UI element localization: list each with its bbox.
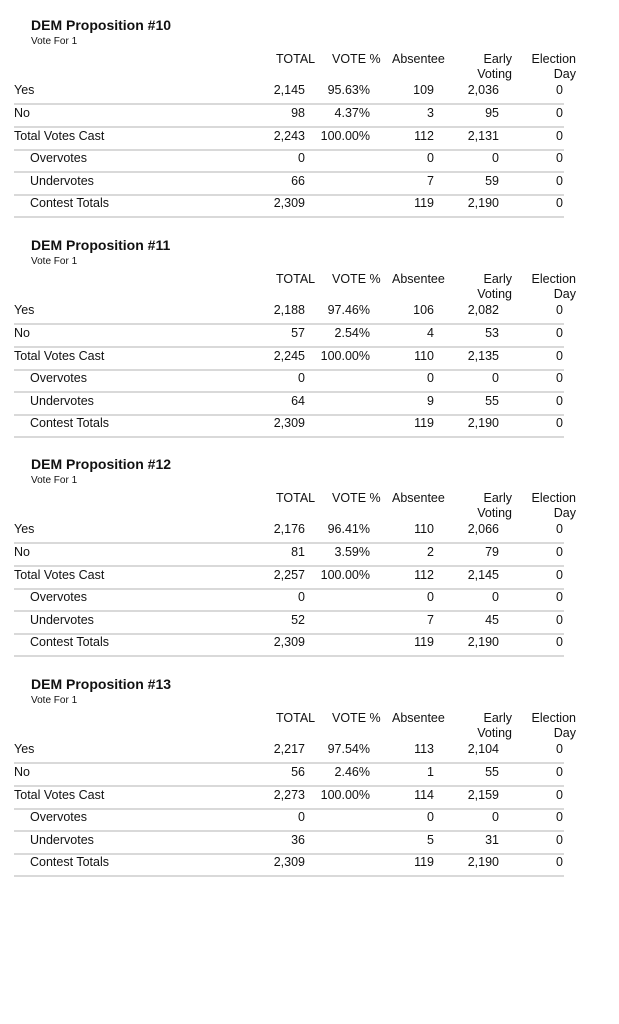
election-day-value: 0: [556, 833, 563, 847]
absentee-value: 112: [414, 568, 434, 582]
header-election-day: [532, 711, 576, 741]
contest-totals-row: [14, 853, 564, 877]
absentee-value: 7: [427, 174, 434, 188]
undervotes-row: [14, 831, 564, 855]
election-day-value: 0: [556, 174, 563, 188]
row-label: Total Votes Cast: [14, 568, 105, 582]
header-early-line2: Voting: [477, 287, 512, 301]
header-absentee: Absentee: [392, 272, 445, 286]
election-day-value: 0: [556, 590, 563, 604]
row-label: No: [14, 106, 30, 120]
early-voting-value: 2,131: [467, 129, 499, 143]
early-voting-value: 2,159: [467, 788, 499, 802]
vote-pct-value: 4.37%: [334, 106, 370, 120]
contest-title: DEM Proposition #10: [31, 17, 172, 33]
total-value: 2,217: [273, 742, 305, 756]
yes-row: [14, 740, 564, 764]
vote-pct-value: 95.63%: [327, 83, 370, 97]
election-day-value: 0: [556, 416, 563, 430]
header-absentee: Absentee: [392, 52, 445, 66]
total-value: 0: [298, 151, 305, 165]
absentee-value: 0: [427, 151, 434, 165]
vote-pct-value: 2.54%: [334, 326, 370, 340]
early-voting-value: 31: [485, 833, 499, 847]
total-value: 2,188: [273, 303, 305, 317]
contest-subtitle: Vote For 1: [31, 695, 78, 706]
absentee-value: 119: [414, 416, 434, 430]
vote-pct-value: 97.54%: [327, 742, 370, 756]
header-eday-line2: Day: [553, 726, 576, 740]
row-label: No: [14, 545, 30, 559]
header-eday-line2: Day: [553, 67, 576, 81]
overvotes-row: [14, 369, 564, 393]
header-eday-line1: Election: [531, 491, 576, 505]
row-label: Overvotes: [30, 810, 87, 824]
contest-section: [0, 676, 619, 896]
early-voting-value: 95: [485, 106, 499, 120]
early-voting-value: 2,082: [467, 303, 499, 317]
early-voting-value: 55: [485, 394, 499, 408]
early-voting-value: 0: [492, 371, 499, 385]
vote-pct-value: 2.46%: [334, 765, 370, 779]
overvotes-row: [14, 588, 564, 612]
contest-totals-row: [14, 633, 564, 657]
header-eday-line1: Election: [531, 52, 576, 66]
header-early-line1: Early: [483, 272, 512, 286]
header-early-line1: Early: [483, 711, 512, 725]
early-voting-value: 2,066: [467, 522, 499, 536]
early-voting-value: 2,104: [467, 742, 499, 756]
election-day-value: 0: [556, 371, 563, 385]
contest-section: [0, 456, 619, 676]
total-value: 2,145: [273, 83, 305, 97]
election-day-value: 0: [556, 129, 563, 143]
early-voting-value: 2,135: [467, 349, 499, 363]
header-early-line1: Early: [483, 491, 512, 505]
absentee-value: 114: [414, 788, 434, 802]
total-value: 52: [291, 613, 305, 627]
election-day-value: 0: [556, 394, 563, 408]
contest-totals-row: [14, 414, 564, 438]
election-day-value: 0: [556, 765, 563, 779]
row-label: Total Votes Cast: [14, 788, 105, 802]
election-day-value: 0: [556, 196, 563, 210]
row-label: Yes: [14, 522, 35, 536]
election-day-value: 0: [556, 810, 563, 824]
absentee-value: 4: [427, 326, 434, 340]
early-voting-value: 53: [485, 326, 499, 340]
header-early-voting: [477, 491, 512, 521]
vote-pct-value: 3.59%: [334, 545, 370, 559]
early-voting-value: 2,190: [467, 855, 499, 869]
contest-totals-row: [14, 194, 564, 218]
header-early-voting: [477, 52, 512, 82]
absentee-value: 2: [427, 545, 434, 559]
header-election-day: [532, 52, 576, 82]
total-value: 66: [291, 174, 305, 188]
yes-row: [14, 520, 564, 544]
early-voting-value: 79: [485, 545, 499, 559]
absentee-value: 0: [427, 371, 434, 385]
election-day-value: 0: [556, 742, 563, 756]
early-voting-value: 2,145: [467, 568, 499, 582]
absentee-value: 1: [427, 765, 434, 779]
header-election-day: [532, 272, 576, 302]
undervotes-row: [14, 611, 564, 635]
row-label: Overvotes: [30, 590, 87, 604]
header-vote-pct: VOTE %: [332, 491, 381, 505]
row-label: Yes: [14, 303, 35, 317]
overvotes-row: [14, 808, 564, 832]
early-voting-value: 0: [492, 810, 499, 824]
total-value: 64: [291, 394, 305, 408]
contest-title: DEM Proposition #13: [31, 676, 172, 692]
header-total: TOTAL: [276, 272, 316, 286]
absentee-value: 110: [414, 349, 434, 363]
undervotes-row: [14, 392, 564, 416]
header-vote-pct: VOTE %: [332, 272, 381, 286]
vote-pct-value: 96.41%: [327, 522, 370, 536]
no-row: [14, 324, 564, 348]
header-early-line2: Voting: [477, 67, 512, 81]
header-eday-line2: Day: [553, 287, 576, 301]
election-day-value: 0: [556, 151, 563, 165]
absentee-value: 5: [427, 833, 434, 847]
vote-pct-value: 100.00%: [320, 568, 370, 582]
election-day-value: 0: [556, 522, 563, 536]
header-early-line1: Early: [483, 52, 512, 66]
early-voting-value: 0: [492, 590, 499, 604]
header-election-day: [532, 491, 576, 521]
early-voting-value: 59: [485, 174, 499, 188]
total-value: 2,309: [273, 635, 305, 649]
vote-pct-value: 100.00%: [320, 788, 370, 802]
early-voting-value: 45: [485, 613, 499, 627]
header-early-line2: Voting: [477, 506, 512, 520]
row-label: Contest Totals: [30, 196, 109, 210]
election-day-value: 0: [556, 855, 563, 869]
total-value: 81: [291, 545, 305, 559]
total-value: 2,309: [273, 416, 305, 430]
contest-title: DEM Proposition #12: [31, 456, 172, 472]
absentee-value: 3: [427, 106, 434, 120]
absentee-value: 9: [427, 394, 434, 408]
election-day-value: 0: [556, 83, 563, 97]
header-early-line2: Voting: [477, 726, 512, 740]
vote-pct-value: 97.46%: [327, 303, 370, 317]
absentee-value: 112: [414, 129, 434, 143]
total-votes-cast-row: [14, 347, 564, 371]
undervotes-row: [14, 172, 564, 196]
yes-row: [14, 301, 564, 325]
row-label: No: [14, 765, 30, 779]
election-day-value: 0: [556, 545, 563, 559]
absentee-value: 0: [427, 590, 434, 604]
header-early-voting: [477, 711, 512, 741]
row-label: Yes: [14, 742, 35, 756]
no-row: [14, 543, 564, 567]
contest-section: [0, 237, 619, 457]
absentee-value: 106: [413, 303, 434, 317]
election-day-value: 0: [556, 568, 563, 582]
row-label: Contest Totals: [30, 855, 109, 869]
total-value: 57: [291, 326, 305, 340]
row-label: Contest Totals: [30, 635, 109, 649]
early-voting-value: 2,036: [467, 83, 499, 97]
row-label: Undervotes: [30, 833, 94, 847]
header-vote-pct: VOTE %: [332, 52, 381, 66]
total-votes-cast-row: [14, 786, 564, 810]
total-value: 2,309: [273, 855, 305, 869]
contest-subtitle: Vote For 1: [31, 36, 78, 47]
no-row: [14, 104, 564, 128]
total-value: 2,245: [273, 349, 305, 363]
absentee-value: 0: [427, 810, 434, 824]
overvotes-row: [14, 149, 564, 173]
total-votes-cast-row: [14, 566, 564, 590]
absentee-value: 7: [427, 613, 434, 627]
vote-pct-value: 100.00%: [320, 129, 370, 143]
header-total: TOTAL: [276, 711, 316, 725]
header-total: TOTAL: [276, 491, 316, 505]
total-value: 0: [298, 371, 305, 385]
absentee-value: 110: [414, 522, 434, 536]
total-value: 2,243: [273, 129, 305, 143]
row-label: Yes: [14, 83, 35, 97]
early-voting-value: 55: [485, 765, 499, 779]
total-value: 0: [298, 810, 305, 824]
election-day-value: 0: [556, 349, 563, 363]
election-day-value: 0: [556, 788, 563, 802]
total-value: 36: [291, 833, 305, 847]
row-label: Total Votes Cast: [14, 129, 105, 143]
row-label: Overvotes: [30, 371, 87, 385]
absentee-value: 119: [414, 196, 434, 210]
election-day-value: 0: [556, 303, 563, 317]
absentee-value: 119: [414, 855, 434, 869]
election-day-value: 0: [556, 635, 563, 649]
early-voting-value: 2,190: [467, 635, 499, 649]
row-label: Undervotes: [30, 174, 94, 188]
total-value: 0: [298, 590, 305, 604]
row-label: Total Votes Cast: [14, 349, 105, 363]
election-day-value: 0: [556, 326, 563, 340]
header-vote-pct: VOTE %: [332, 711, 381, 725]
absentee-value: 113: [414, 742, 434, 756]
contest-section: [0, 17, 619, 237]
contest-subtitle: Vote For 1: [31, 475, 78, 486]
row-label: No: [14, 326, 30, 340]
absentee-value: 109: [413, 83, 434, 97]
yes-row: [14, 81, 564, 105]
election-day-value: 0: [556, 613, 563, 627]
row-label: Contest Totals: [30, 416, 109, 430]
total-value: 2,257: [273, 568, 305, 582]
no-row: [14, 763, 564, 787]
total-value: 56: [291, 765, 305, 779]
total-votes-cast-row: [14, 127, 564, 151]
header-early-voting: [477, 272, 512, 302]
row-label: Overvotes: [30, 151, 87, 165]
total-value: 2,309: [273, 196, 305, 210]
contest-subtitle: Vote For 1: [31, 256, 78, 267]
contest-title: DEM Proposition #11: [31, 237, 171, 253]
election-day-value: 0: [556, 106, 563, 120]
header-absentee: Absentee: [392, 711, 445, 725]
header-absentee: Absentee: [392, 491, 445, 505]
header-total: TOTAL: [276, 52, 316, 66]
total-value: 98: [291, 106, 305, 120]
early-voting-value: 2,190: [467, 196, 499, 210]
header-eday-line1: Election: [531, 272, 576, 286]
total-value: 2,176: [273, 522, 305, 536]
header-eday-line1: Election: [531, 711, 576, 725]
early-voting-value: 0: [492, 151, 499, 165]
absentee-value: 119: [414, 635, 434, 649]
total-value: 2,273: [273, 788, 305, 802]
header-eday-line2: Day: [553, 506, 576, 520]
row-label: Undervotes: [30, 613, 94, 627]
row-label: Undervotes: [30, 394, 94, 408]
vote-pct-value: 100.00%: [320, 349, 370, 363]
early-voting-value: 2,190: [467, 416, 499, 430]
